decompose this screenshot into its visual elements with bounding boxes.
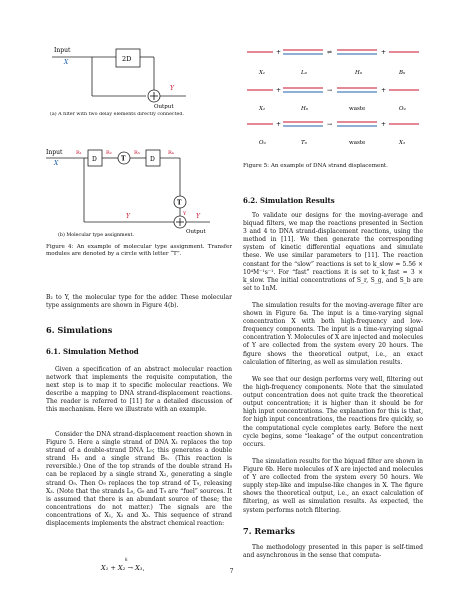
dna-row-3	[247, 121, 419, 128]
page-number: 7	[229, 568, 234, 575]
equation-text: X₁ + X₂ → X₃,	[101, 564, 145, 572]
fig5-row1-label-4: B₉	[399, 70, 406, 76]
fig-a-output-label: Output	[154, 104, 174, 110]
fig5-row2-label-3: waste	[349, 106, 366, 112]
svg-text:+: +	[276, 87, 282, 94]
section-6-1-heading: 6.1. Simulation Method	[46, 347, 139, 356]
svg-text:D: D	[92, 156, 97, 163]
fig5-row3-label-2: T₉	[301, 140, 307, 146]
section-6-heading: 6. Simulations	[46, 325, 113, 335]
dna-row-1	[247, 49, 419, 56]
fig-a-input-label: Input	[54, 47, 71, 54]
fig-b-r1-label: R₁	[76, 150, 82, 156]
fig-b-input-label: Input	[46, 149, 63, 156]
svg-text:⇌: ⇌	[327, 49, 333, 56]
figure-5-caption: Figure 5: An example of DNA strand displacement.	[243, 163, 388, 169]
fig-b-r4-label: R₄	[168, 150, 174, 156]
fig-b-output-label: Output	[186, 229, 206, 235]
svg-text:+: +	[381, 87, 387, 94]
section-7-heading: 7. Remarks	[243, 526, 295, 536]
svg-text:+: +	[276, 121, 282, 128]
svg-text:Y: Y	[196, 213, 200, 220]
section-6-2-paragraph-4: The simulation results for the biquad filter are shown in Figure 6b. Here molecules of X are injected and molecules of Y are collected from the system every 50 hours. We supply step-like and impulse-like changes in X. The figure shows the theoretical output, i.e., an exact calculation of filtering, as well as simulation results. As expected, the system performs notch filtering.	[243, 458, 423, 514]
fig5-row3-label-4: X₃	[399, 140, 406, 146]
figure-4-caption: Figure 4: An example of molecular type assignment. Transfer modules are denoted by a circle with letter “T”.	[46, 244, 232, 258]
fig-a-y-label: Y	[170, 85, 174, 92]
dna-row-2	[247, 87, 419, 94]
fig-4b-caption: (b) Molecular type assignment.	[58, 233, 134, 238]
section-6-2-paragraph-2: The simulation results for the moving-average filter are shown in Figure 6a. The input is a time-varying signal concentration X with both high-frequency and low-frequency components. The input is a time-varying signal concentration Y. Molecules of X are injected and molecules of Y are collected from the system every 20 hours. The figure shows the theoretical output, i.e., an exact calculation of filtering, as well as simulation results.	[243, 302, 423, 366]
fig5-row1-label-1: X₁	[259, 70, 266, 76]
fig-b-x-label: X	[54, 160, 59, 167]
figure-4a-diagram	[46, 44, 232, 136]
figure-4b-diagram	[46, 138, 232, 240]
svg-text:T: T	[177, 199, 182, 207]
fig-b-r2-label: R₂	[106, 150, 112, 156]
svg-text:T: T	[121, 155, 126, 163]
svg-text:Y: Y	[183, 211, 187, 217]
left-top-paragraph: B₂ to Y, the molecular type for the adder. These molecular type assignments are shown in Figure 4(b).	[46, 294, 232, 310]
fig5-row2-label-4: O₉	[399, 106, 406, 112]
section-6-2-paragraph-3: We see that our design performs very well, filtering out the high-frequency components. Note that the simulated output concentration does not quite track the theoretical output concentration; it is higher than it should be for high input concentrations. The explanation for this is that, for high input concentrations, the reactions fire quickly, so the computational cycle completes early. Before the next cycle begins, some “leakage” of the output concentration occurs.	[243, 376, 423, 448]
fig5-row3-label-1: O₉	[259, 140, 266, 146]
svg-text:+: +	[381, 121, 387, 128]
fig-a-delay-label: 2D	[122, 55, 132, 63]
fig5-row2-label-2: H₉	[301, 106, 309, 112]
fig5-row1-label-3: H₉	[355, 70, 363, 76]
svg-text:+: +	[381, 49, 387, 56]
section-6-2-heading: 6.2. Simulation Results	[243, 196, 335, 205]
section-6-1-paragraph-1: Given a specification of an abstract molecular reaction network that implements the requisite computation, the next step is to map it to specific molecular reactions. We describe a mapping to DNA strand-displacement reactions. The reader is referred to [11] for a detailed discussion of this mechanism. Here we illustrate with an example.	[46, 366, 232, 414]
figure-5-dna-diagram	[243, 44, 423, 162]
section-6-1-paragraph-2: Consider the DNA strand-displacement reaction shown in Figure 5. Here a single strand of DNA X₁ replaces the top strand of a double-strand DNA L₉; this generates a double strand H₉ and a single strand B₉. (This reaction is reversible.) One of the top strands of the double strand H₉ can be replaced by a single strand X₂, generating a single strand O₉. Then O₉ replaces the top strand of T₉, releasing X₃. (Note that the strands L₉, G₉ and T₉ are “fuel” sources. It is assumed that there is an abundant source of these; the concentrations do not matter.) The signals are the concentrations of X₁, X₂ and X₃. This sequence of strand displacements implements the abstract chemical reaction:	[46, 431, 232, 528]
svg-text:→: →	[327, 87, 333, 94]
fig-4a-caption: (a) A filter with two delay elements directly connected.	[50, 112, 184, 117]
section-6-2-paragraph-1: To validate our designs for the moving-average and biquad filters, we map the reactions presented in Section 3 and 4 to DNA strand-displacement reactions, using the method in [11]. We then generate the corresponding system of kinetic differential equations and simulate these. We use similar parameters to [11]. The reaction constant for the “slow” reactions is set to k_slow = 5.56 × 10⁴M⁻¹s⁻¹. For “fast” reactions it is set to k_fast = 3 × k_slow. The initial concentrations of S_r, S_g, and S_b are set to 1nM.	[243, 212, 423, 292]
fig-b-r3-label: R₃	[134, 150, 140, 156]
svg-text:D: D	[150, 156, 155, 163]
fig5-row1-label-2: L₉	[301, 70, 307, 76]
section-7-paragraph-1: The methodology presented in this paper is self-timed and asynchronous in the sense that computa-	[243, 544, 423, 560]
fig5-row3-label-3: waste	[349, 140, 366, 146]
svg-text:→: →	[327, 121, 333, 128]
fig-a-x-label: X	[64, 59, 69, 66]
svg-text:+: +	[276, 49, 282, 56]
fig5-row2-label-1: X₂	[259, 106, 266, 112]
equation-rate-constant: k	[125, 558, 128, 563]
fig-b-y-label: Y	[126, 213, 130, 220]
